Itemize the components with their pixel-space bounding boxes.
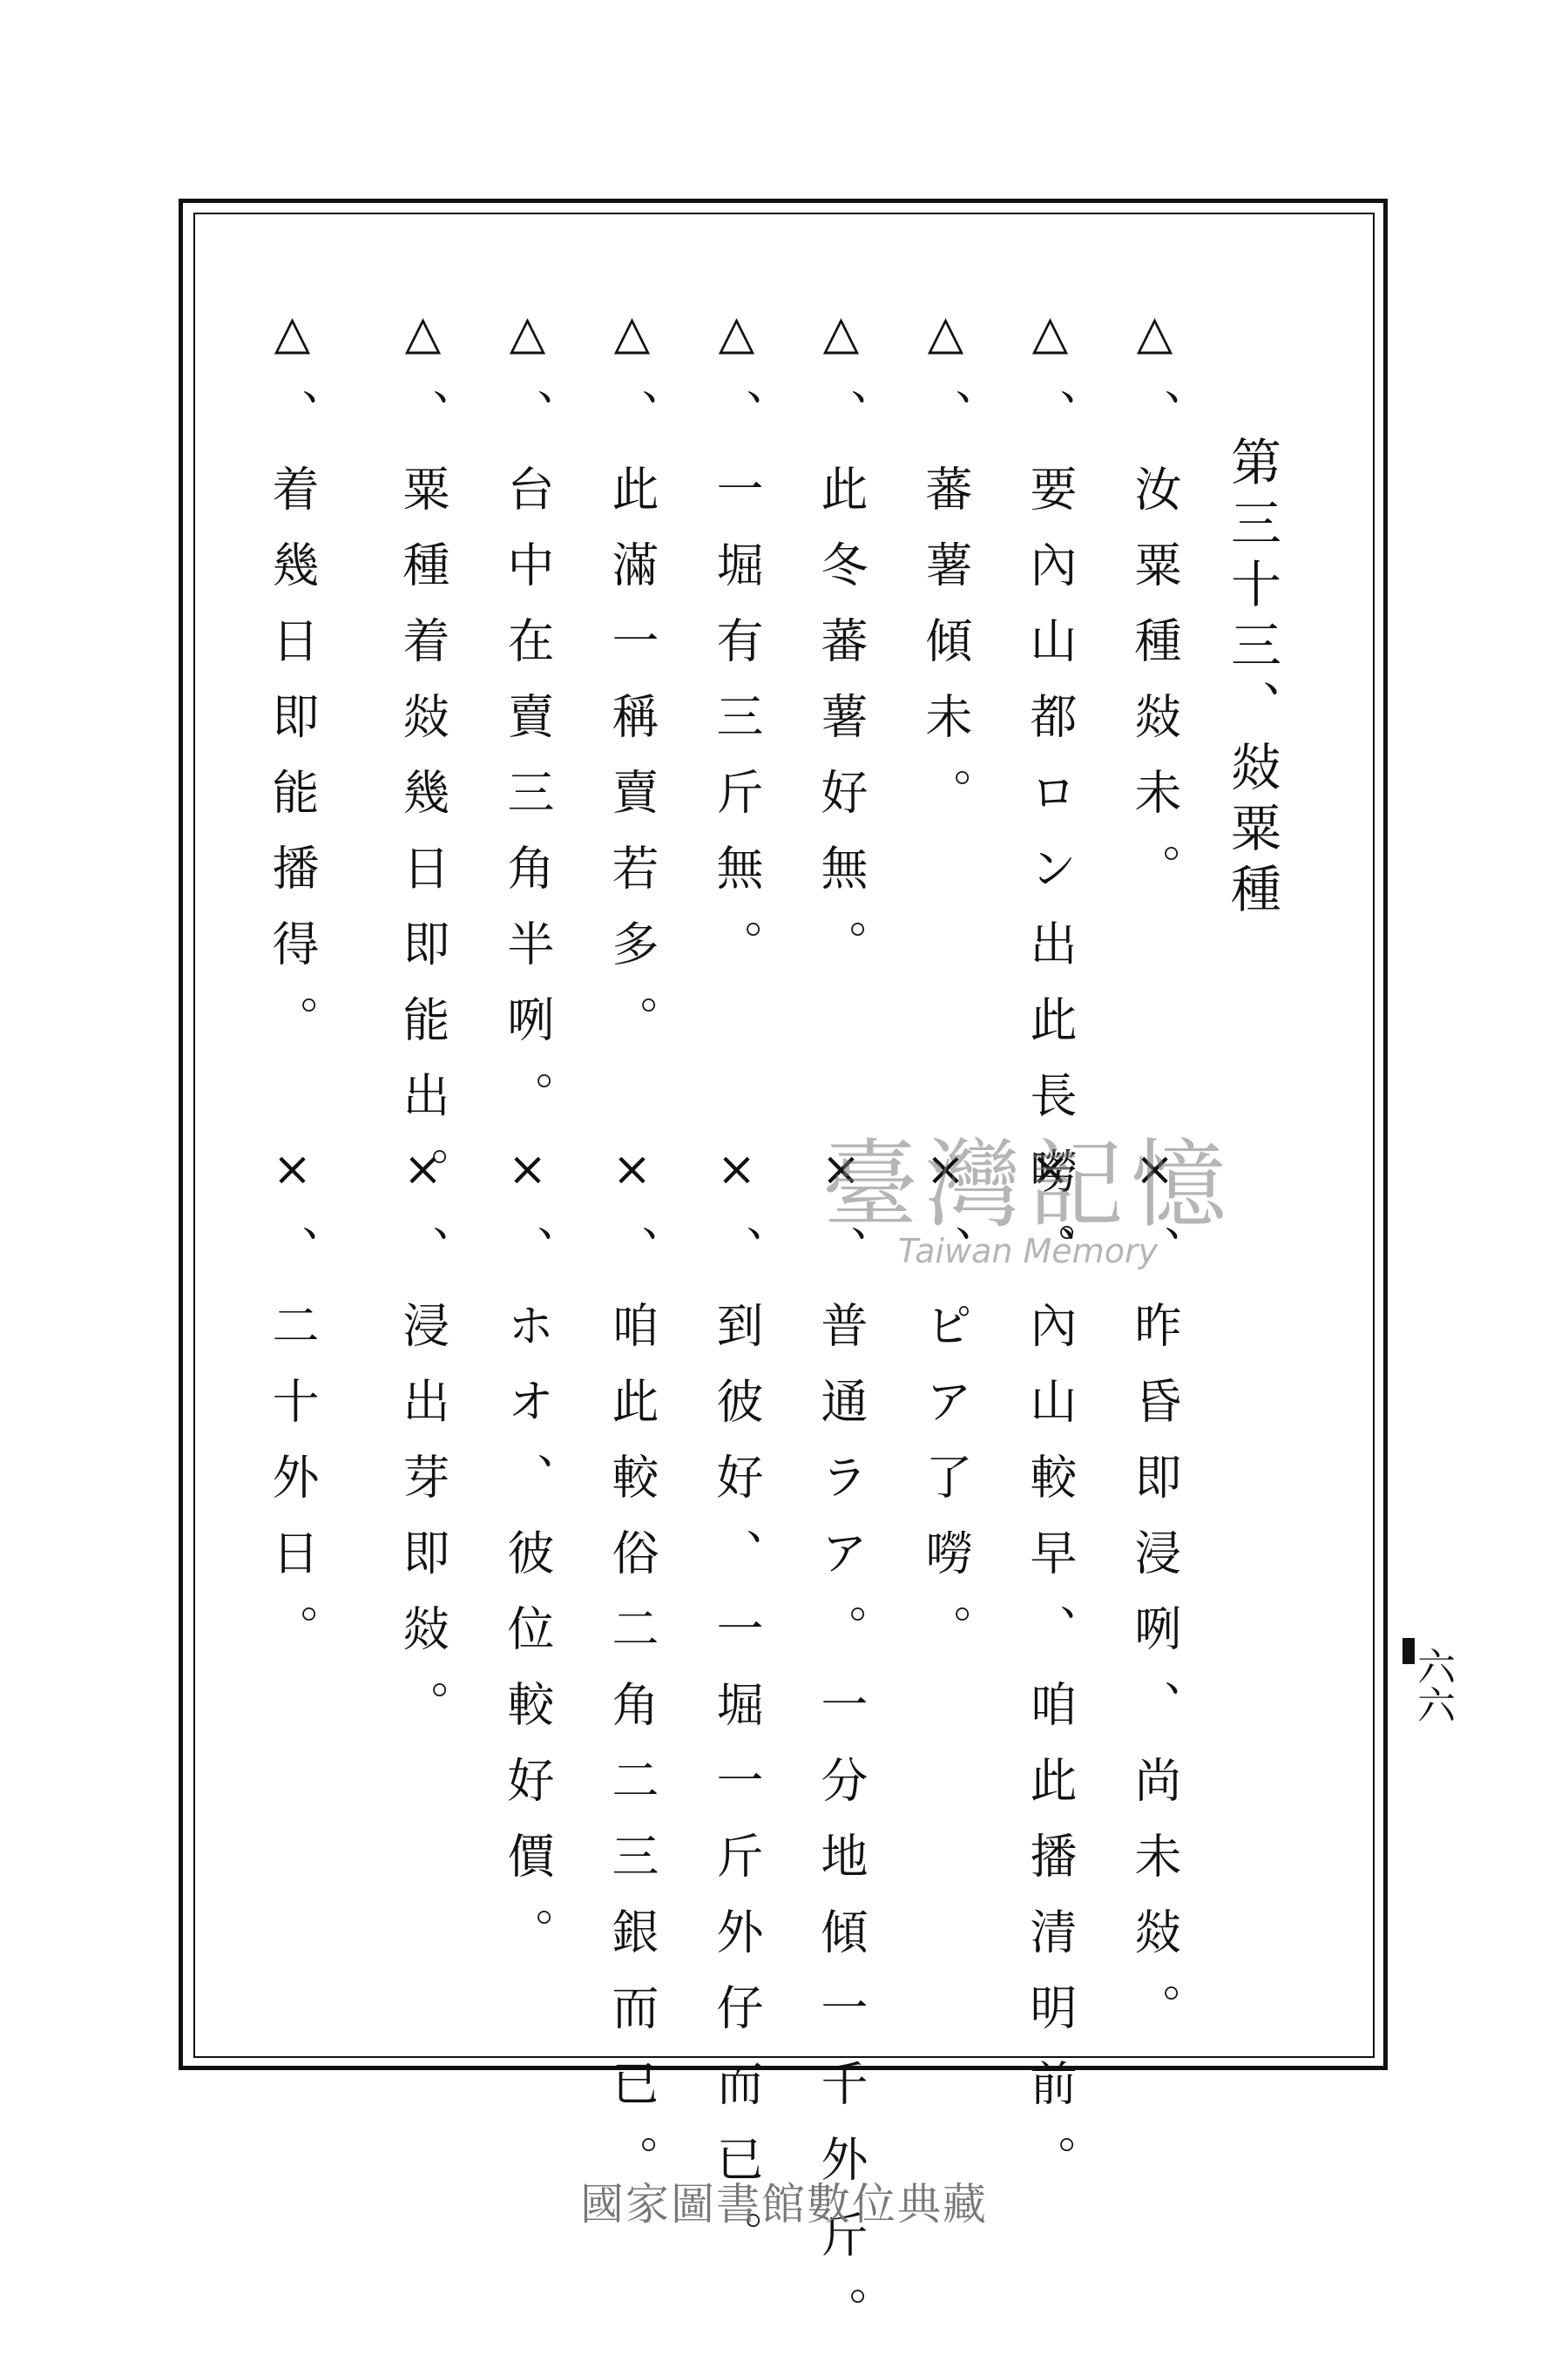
reply-5: ×、到彼好、一堀一斤外仔而已。 [709, 1141, 764, 2286]
watermark-chinese: 臺灣記憶 [822, 1129, 1233, 1241]
prompt-5: △、一堀有三斤無。 [709, 305, 764, 995]
reply-6: ×、咱此較俗二角二三銀而已。 [605, 1141, 659, 2210]
prompt-6: △、此滿一稱賣若多。 [605, 305, 659, 1071]
reply-3: ×、ピア了嘮。 [918, 1141, 973, 1680]
reply-7: ×、ホオ、彼位較好價。 [500, 1141, 555, 1983]
prompt-1: △、汝粟種敥未。 [1127, 305, 1182, 919]
footer-credit: 國家圖書館數位典藏 [580, 2179, 988, 2230]
prompt-4: △、此冬蕃薯好無。 [814, 305, 868, 995]
prompt-9: △、着幾日即能播得。 [265, 305, 320, 1071]
reply-8: ×、浸出芽即敥。 [395, 1141, 450, 1756]
watermark-english: Taiwan Memory [897, 1232, 1159, 1270]
reply-4: ×、普通ラア。一分地傾一千外斤。 [814, 1141, 868, 2362]
reply-1: ×、昨昏即浸咧、尚未敥。 [1127, 1141, 1182, 2059]
prompt-7: △、台中在賣三角半咧。 [500, 305, 555, 1147]
reply-9: ×、二十外日。 [265, 1141, 320, 1680]
lesson-title: 第三十三、 [1222, 436, 1281, 741]
prompt-2: △、要內山都ロン出此長嘮。 [1023, 305, 1078, 1298]
lesson-subtitle: 敥粟種 [1222, 741, 1281, 924]
reply-2: ×、內山較早、咱此播清明前。 [1023, 1141, 1078, 2210]
lesson-heading [1215, 436, 1288, 924]
watermark [784, 1129, 1272, 1270]
prompt-8: △、粟種着敥幾日即能出。 [395, 305, 450, 1222]
prompt-3: △、蕃薯傾未。 [918, 305, 973, 843]
page-number: 六六 [1410, 1647, 1455, 1723]
